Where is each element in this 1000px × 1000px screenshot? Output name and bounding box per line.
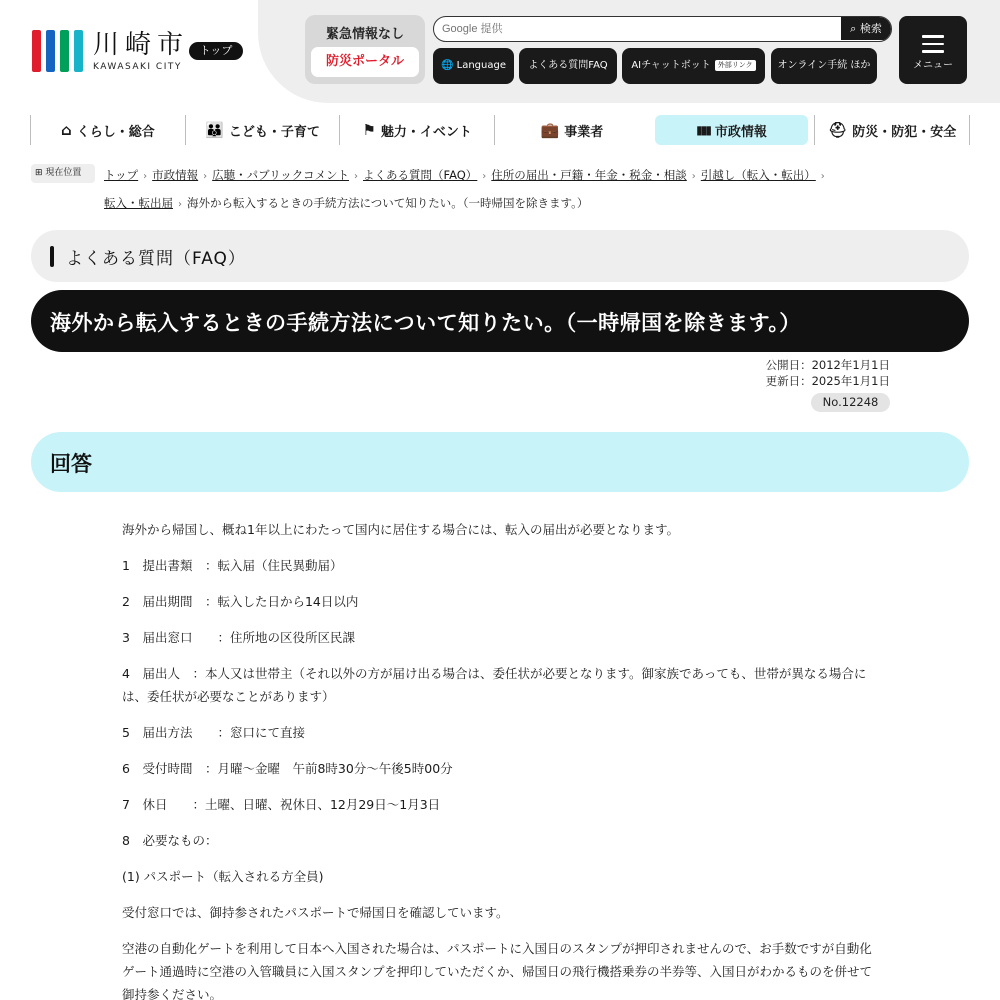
chevron-right-icon: › — [691, 171, 696, 182]
breadcrumb-link[interactable]: 広聴・パブリックコメント — [212, 168, 350, 182]
chatbot-label: AIチャットボット — [631, 60, 711, 71]
chevron-right-icon: › — [482, 171, 487, 182]
published-date: 公開日：2012年1月1日 — [765, 358, 890, 372]
paragraph: 空港の自動化ゲートを利用して日本へ入国された場合は、パスポートに入国日のスタンプが押印されませんので、お手数ですが自動化ゲート通過時に空港の入管職員に入国スタンプを押印していただくか、帰国日の飛行機搭乗券の半券等、入国日がわかるものを併せて御持参ください。 — [122, 941, 873, 1000]
nav-item-life[interactable] — [30, 115, 185, 145]
breadcrumb-current: 海外から転入するときの手続方法について知りたい。（一時帰国を除きます。） — [187, 196, 589, 210]
chatbot-button[interactable] — [622, 48, 765, 84]
logo-name: 川崎市 — [93, 30, 190, 60]
page-title — [31, 290, 969, 352]
nav-item-label: 魅力・イベント — [380, 124, 472, 140]
breadcrumb-link[interactable]: 市政情報 — [152, 168, 199, 182]
breadcrumb-link[interactable]: 住所の届出・戸籍・年金・税金・相談 — [491, 168, 687, 182]
logo-bar-red — [32, 30, 41, 72]
nav-item-label: こども・子育て — [228, 124, 320, 140]
nav-item-label: 市政情報 — [714, 124, 767, 140]
document-number: No.12248 — [811, 393, 890, 412]
logo-bar-blue — [46, 30, 55, 72]
language-label: Language — [456, 60, 506, 71]
language-button[interactable] — [433, 48, 514, 84]
menu-button[interactable] — [899, 16, 967, 84]
nav-item-label: くらし・総合 — [76, 124, 155, 140]
heading-marker — [50, 246, 54, 267]
chevron-right-icon: › — [820, 171, 825, 182]
page-dates — [766, 357, 890, 389]
nav-item-events[interactable] — [339, 115, 494, 145]
nav-item-safety[interactable] — [814, 115, 970, 145]
category-heading — [31, 230, 969, 282]
sitemap-icon: ⊞ — [35, 168, 46, 178]
paragraph: 8 必要なもの： — [122, 833, 218, 848]
answer-content — [122, 518, 882, 1000]
paragraph: 1 提出書類 ：転入届（住民異動届） — [122, 558, 343, 573]
nav-item-label: 防災・防犯・安全 — [852, 124, 957, 140]
search-icon: ⌕ — [850, 22, 860, 35]
search-button[interactable] — [841, 17, 891, 40]
online-procedures-button[interactable]: オンライン手続 ほか — [771, 48, 877, 84]
search-input[interactable] — [442, 17, 842, 40]
emergency-title: 緊急情報なし — [325, 27, 404, 42]
category-heading-text: よくある質問（FAQ） — [66, 249, 246, 269]
nav-item-label: 事業者 — [564, 124, 604, 140]
updated-date: 更新日：2025年1月1日 — [765, 374, 890, 388]
answer-heading — [31, 432, 969, 492]
hamburger-icon — [922, 35, 944, 58]
paragraph: 3 届出窓口 ：住所地の区役所区民課 — [122, 630, 355, 645]
breadcrumb-link[interactable]: 引越し（転入・転出） — [700, 168, 816, 182]
breadcrumb-link[interactable]: 転入・転出届 — [104, 196, 173, 210]
nav-item-business[interactable] — [494, 115, 649, 145]
chevron-right-icon: › — [178, 199, 182, 210]
logo-bar-cyan — [74, 30, 83, 72]
paragraph: 海外から帰国し、概ね1年以上にわたって国内に居住する場合には、転入の届出が必要となります。 — [122, 522, 679, 537]
disaster-portal-button[interactable]: 防災ポータル — [311, 47, 419, 77]
external-link-badge: 外部リンク — [715, 60, 756, 71]
city-logo-icon: ▮▮▮ — [696, 123, 710, 137]
search-box — [433, 16, 892, 42]
city-logo[interactable] — [32, 30, 189, 72]
globe-icon: 🌐 — [441, 60, 457, 71]
family-icon: 👪 — [205, 121, 224, 139]
logo-bar-green — [60, 30, 69, 72]
paragraph: 受付窓口では、御持参されたパスポートで帰国日を確認しています。 — [122, 905, 509, 920]
chevron-right-icon: › — [354, 171, 359, 182]
paragraph: (1) パスポート（転入される方全員) — [122, 869, 324, 884]
paragraph: 7 休日 ：土曜、日曜、祝休日、12月29日～1月3日 — [122, 797, 441, 812]
nav-item-city-info[interactable] — [655, 115, 809, 145]
answer-heading-text: 回答 — [50, 452, 92, 476]
faq-button[interactable]: よくある質問FAQ — [519, 48, 617, 84]
breadcrumb — [104, 162, 904, 218]
search-button-label: 検索 — [859, 22, 882, 35]
logo-bars-icon — [32, 30, 83, 72]
chevron-right-icon: › — [203, 171, 208, 182]
paragraph: 2 届出期間 ：転入した日から14日以内 — [122, 594, 359, 609]
flag-icon: ⚑ — [362, 121, 376, 139]
breadcrumb-link[interactable]: よくある質問（FAQ） — [363, 168, 478, 182]
helmet-icon: ⛑ — [828, 121, 848, 139]
home-icon: ⌂ — [60, 121, 72, 139]
breadcrumb-link[interactable]: トップ — [104, 168, 139, 182]
page-title-text: 海外から転入するときの手続方法について知りたい。（一時帰国を除きます。） — [50, 311, 801, 335]
paragraph: 5 届出方法 ：窓口にて直接 — [122, 725, 305, 740]
breadcrumb-label-text: 現在位置 — [45, 168, 82, 178]
global-nav — [30, 115, 970, 145]
emergency-box — [305, 15, 425, 84]
top-badge[interactable]: トップ — [189, 42, 243, 60]
paragraph: 6 受付時間 ：月曜～金曜 午前8時30分～午後5時00分 — [122, 761, 453, 776]
nav-item-children[interactable] — [185, 115, 340, 145]
briefcase-icon: 💼 — [540, 121, 560, 139]
chevron-right-icon: › — [143, 171, 148, 182]
logo-sub: KAWASAKI CITY — [93, 62, 182, 72]
paragraph: 4 届出人 ：本人又は世帯主（それ以外の方が届け出る場合は、委任状が必要となります。御家族であっても、世帯が異なる場合には、委任状が必要なことがあります） — [122, 666, 867, 704]
menu-label: メニュー — [913, 60, 953, 71]
breadcrumb-label — [31, 164, 95, 183]
